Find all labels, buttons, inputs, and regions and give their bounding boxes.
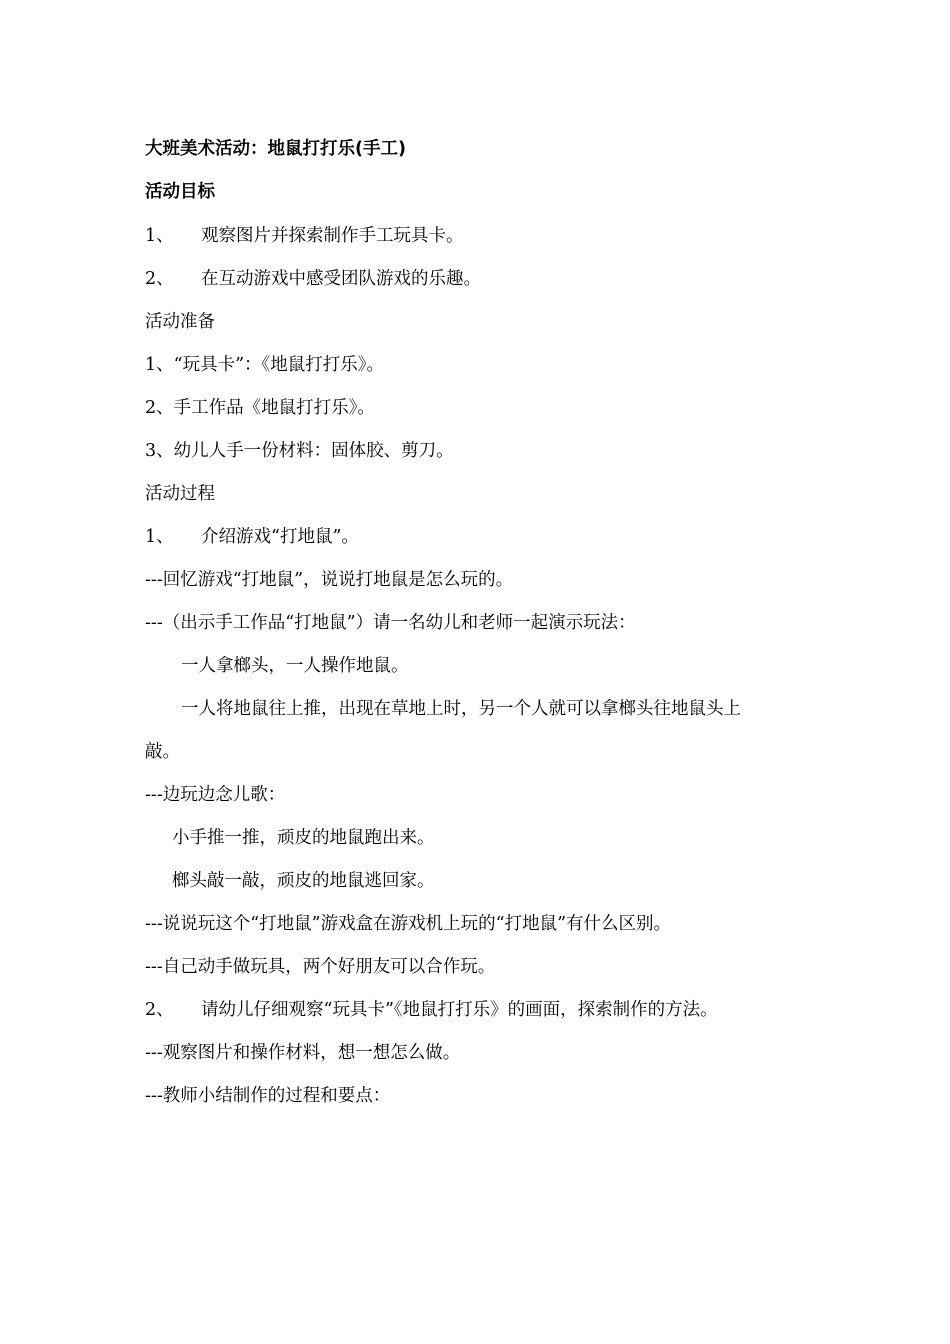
paragraph-rhyme-intro: ---边玩边念儿歌： [145, 785, 286, 805]
howto-line: 一人将地鼠往上推，出现在草地上时，另一个人就可以拿榔头往地鼠头上 [181, 699, 741, 719]
step-number: 1、 [145, 527, 174, 547]
goal-text: 在互动游戏中感受团队游戏的乐趣。 [201, 269, 481, 289]
prep-item-1: 1、“玩具卡”：《地鼠打打乐》。 [145, 355, 385, 375]
paragraph-observe: ---观察图片和操作材料，想一想怎么做。 [145, 1043, 461, 1063]
section-heading-goals: 活动目标 [145, 182, 215, 202]
paragraph-roles: 一人拿榔头，一人操作地鼠。 [181, 656, 409, 676]
prep-item-3: 3、幼儿人手一份材料：固体胶、剪刀。 [145, 441, 454, 461]
howto-line-continued: 敲。 [145, 742, 180, 762]
rhyme-line-2: 榔头敲一敲，顽皮的地鼠逃回家。 [172, 871, 435, 891]
process-step-1 [145, 526, 825, 548]
rhyme-line-1: 小手推一推，顽皮的地鼠跑出来。 [172, 828, 435, 848]
paragraph-demo: ---（出示手工作品“打地鼠”）请一名幼儿和老师一起演示玩法： [145, 613, 636, 633]
process-step-2 [145, 999, 825, 1021]
step-text: 请幼儿仔细观察“玩具卡”《地鼠打打乐》的画面，探索制作的方法。 [201, 1000, 718, 1020]
prep-item-2: 2、手工作品《地鼠打打乐》。 [145, 398, 375, 418]
paragraph-compare: ---说说玩这个“打地鼠”游戏盒在游戏机上玩的“打地鼠”有什么区别。 [145, 914, 672, 934]
goal-text: 观察图片并探索制作手工玩具卡。 [201, 226, 464, 246]
goal-number: 2、 [145, 269, 174, 289]
document-title: 大班美术活动：地鼠打打乐(手工) [145, 139, 406, 159]
section-heading-process: 活动过程 [145, 484, 215, 504]
goal-item-1 [145, 225, 825, 247]
step-text: 介绍游戏“打地鼠”。 [201, 527, 359, 547]
paragraph-make-toy: ---自己动手做玩具，两个好朋友可以合作玩。 [145, 957, 496, 977]
step-number: 2、 [145, 1000, 174, 1020]
paragraph-summary: ---教师小结制作的过程和要点： [145, 1086, 391, 1106]
section-heading-prep: 活动准备 [145, 312, 215, 332]
goal-item-2 [145, 268, 825, 290]
paragraph-howto [145, 698, 805, 763]
goal-number: 1、 [145, 226, 174, 246]
paragraph-recall: ---回忆游戏“打地鼠”，说说打地鼠是怎么玩的。 [145, 570, 514, 590]
